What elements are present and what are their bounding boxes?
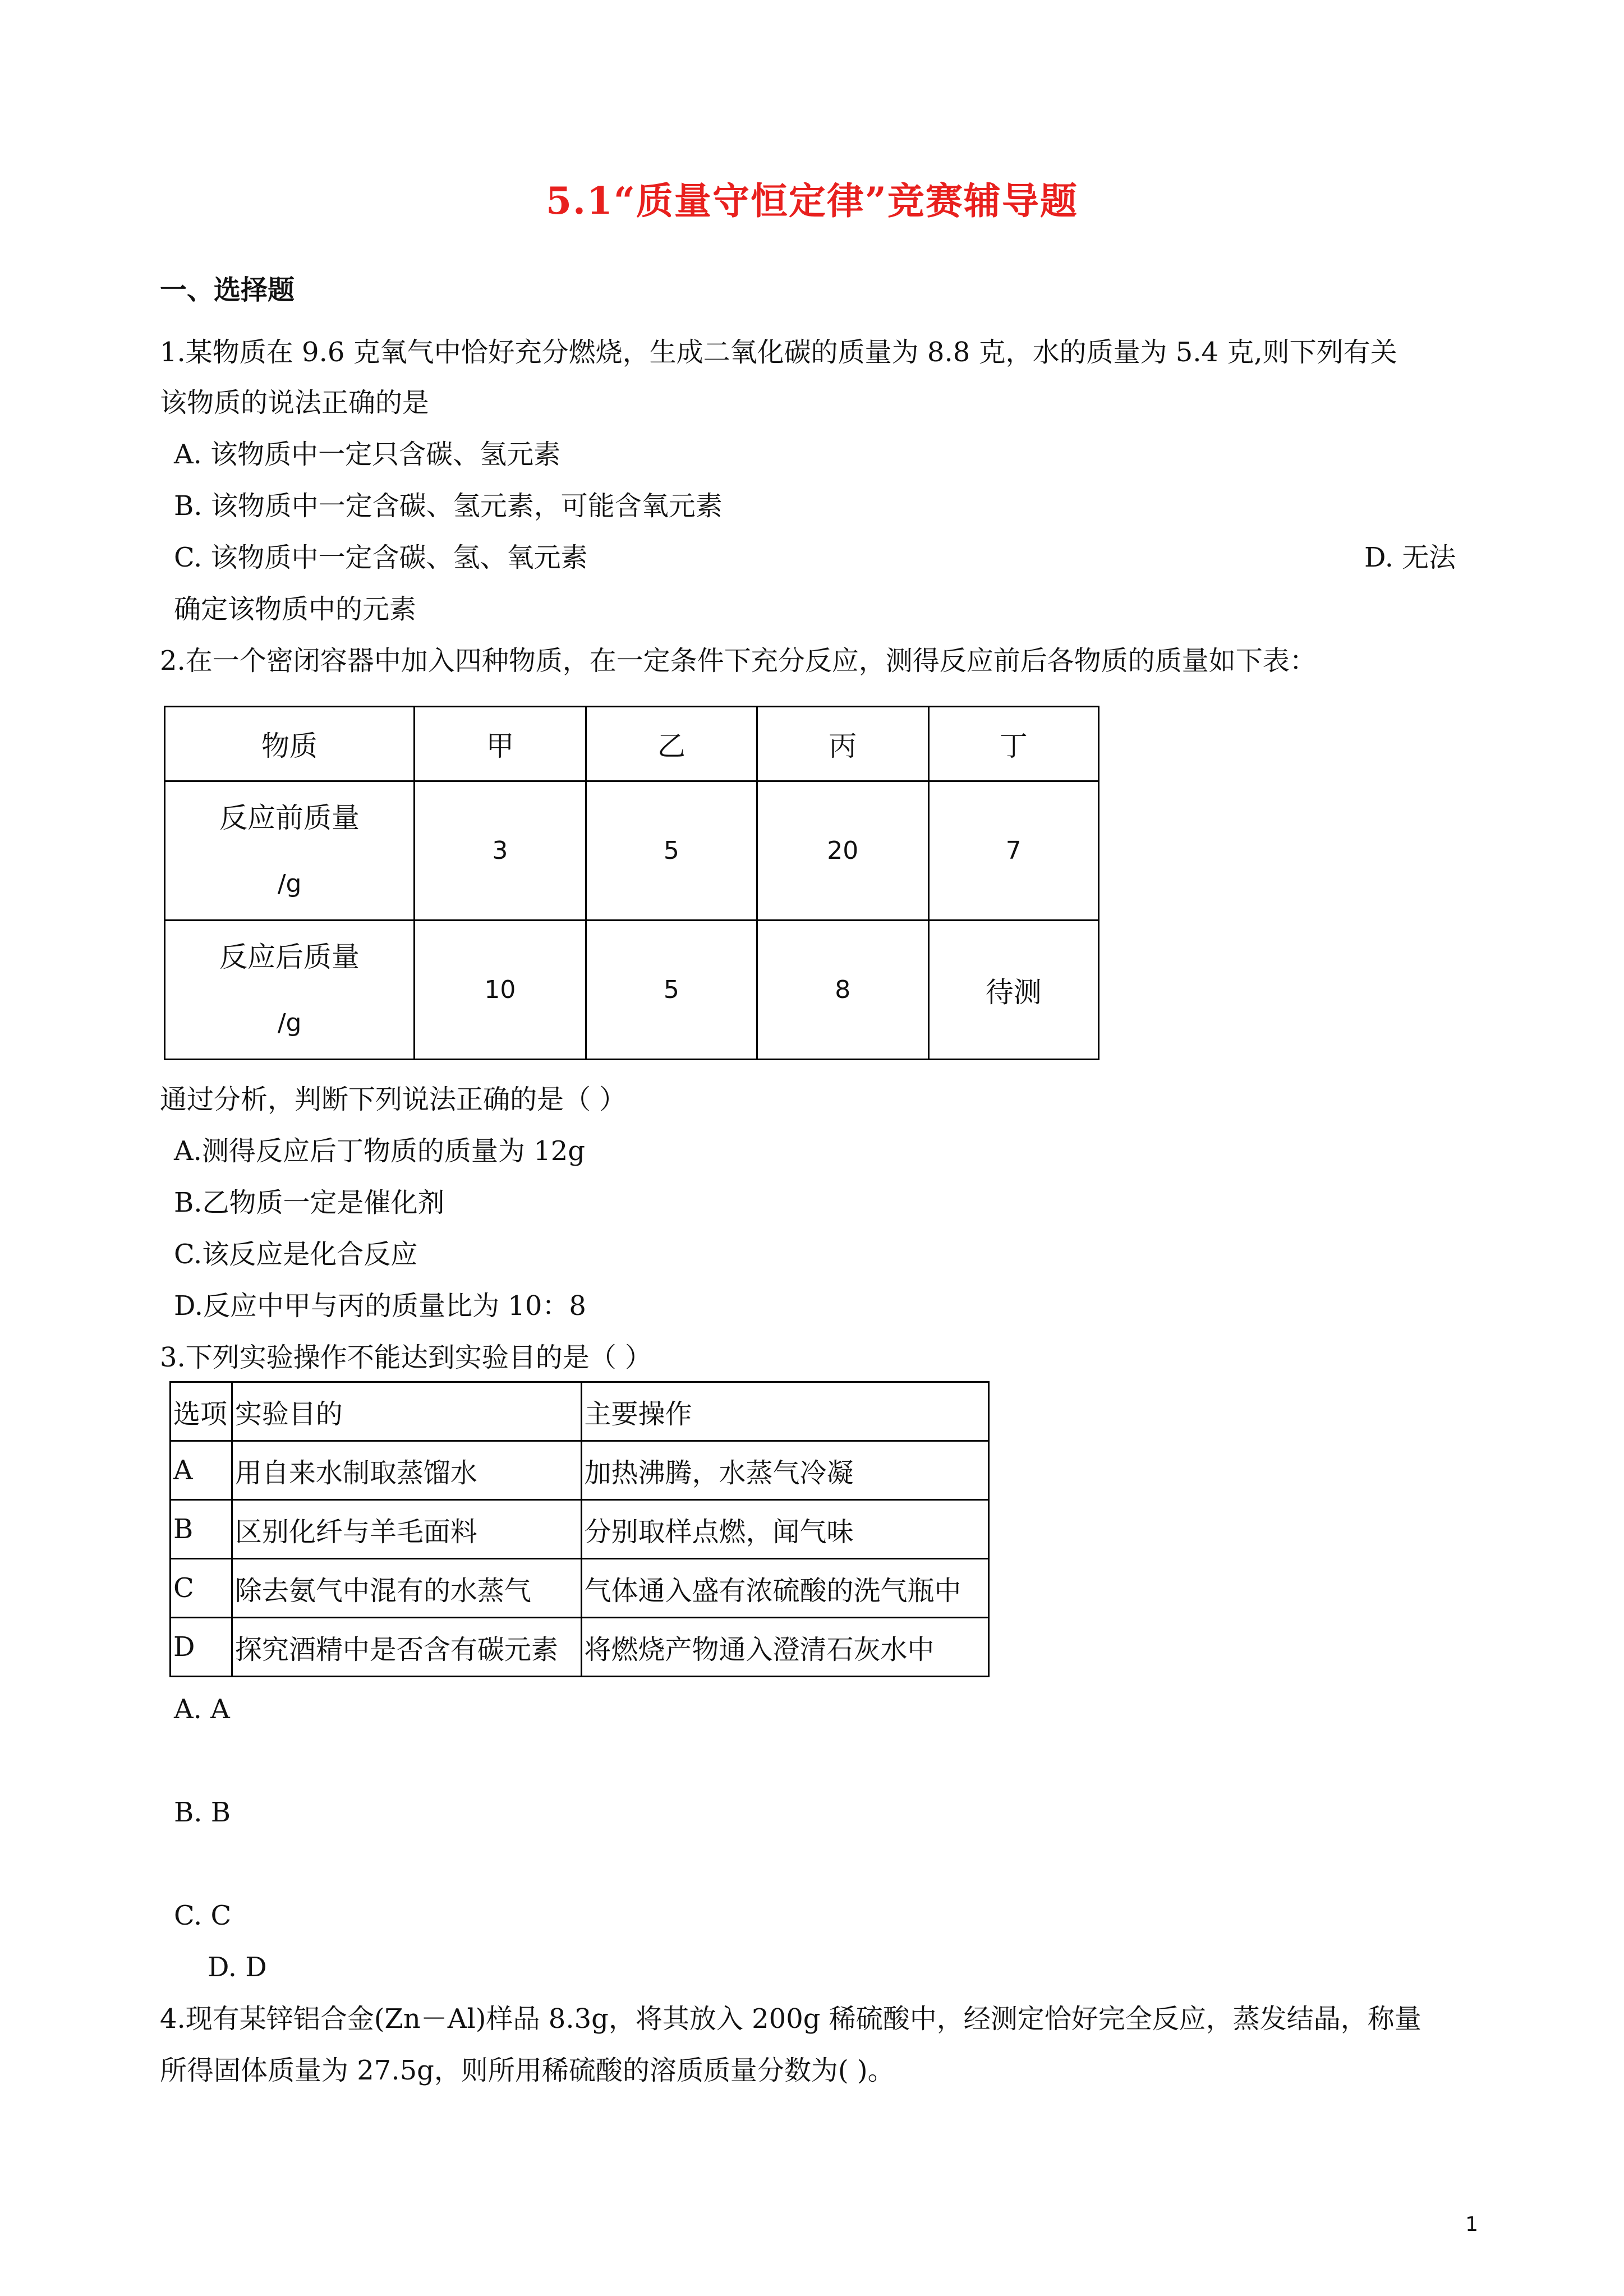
table-cell: B (171, 1500, 232, 1559)
table-header-cell: 主要操作 (581, 1382, 989, 1441)
experiment-table (169, 1381, 990, 1677)
q1-option-b: B. 该物质中一定含碳、氢元素，可能含氧元素 (174, 490, 723, 522)
mass-table (164, 706, 1099, 1060)
q2-option-d: D.反应中甲与丙的质量比为 10：8 (174, 1290, 586, 1322)
page-title: 5.1“质量守恒定律”竞赛辅导题 (546, 179, 1078, 223)
q3-option-d: D. D (208, 1952, 267, 1983)
table-row (171, 1500, 989, 1559)
table-cell: 5 (586, 921, 757, 1060)
table-row (171, 1559, 989, 1618)
q4-stem-line2: 所得固体质量为 27.5g，则所用稀硫酸的溶质质量分数为( )。 (160, 2055, 895, 2086)
page-number: 1 (1465, 2213, 1478, 2236)
q3-stem: 3.下列实验操作不能达到实验目的是（ ） (160, 1342, 652, 1373)
table-cell: 10 (415, 921, 586, 1060)
q1-stem-line2: 该物质的说法正确的是 (160, 387, 430, 418)
table-header-cell: 甲 (415, 707, 586, 781)
q3-option-c: C. C (174, 1900, 232, 1931)
q2-option-c: C.该反应是化合反应 (174, 1239, 418, 1270)
q2-stem: 2.在一个密闭容器中加入四种物质，在一定条件下充分反应，测得反应前后各物质的质量如下表： (160, 645, 1317, 677)
q1-option-d-continued: 确定该物质中的元素 (174, 593, 417, 625)
row-label-after (165, 921, 415, 1060)
row-label-text: 反应后质量 (219, 940, 360, 973)
table-header-cell: 丙 (757, 707, 928, 781)
table-cell: 7 (928, 781, 1099, 921)
q2-option-b: B.乙物质一定是催化剂 (174, 1187, 445, 1218)
table-cell: 3 (415, 781, 586, 921)
table-cell: A (171, 1441, 232, 1500)
table-cell: 待测 (928, 921, 1099, 1060)
q1-stem-line1: 1.某物质在 9.6 克氧气中恰好充分燃烧，生成二氧化碳的质量为 8.8 克，水的质量为 5.4 克,则下列有关 (160, 337, 1397, 368)
row-label-before (165, 781, 415, 921)
row-label-unit: /g (277, 1008, 302, 1037)
table-header-cell: 选项 (171, 1382, 232, 1441)
table-cell: C (171, 1559, 232, 1618)
table-cell: 分别取样点燃，闻气味 (581, 1500, 989, 1559)
table-cell: 气体通入盛有浓硫酸的洗气瓶中 (581, 1559, 989, 1618)
table-cell: D (171, 1618, 232, 1677)
q1-option-d: D. 无法 (1364, 542, 1456, 573)
table-header-row (171, 1382, 989, 1441)
table-row (165, 781, 1099, 921)
q2-option-a: A.测得反应后丁物质的质量为 12g (174, 1135, 585, 1167)
q4-stem-line1: 4.现有某锌铝合金(Zn－Al)样品 8.3g，将其放入 200g 稀硫酸中，经测定恰好完全反应，蒸发结晶，称量 (160, 2003, 1421, 2035)
table-row (165, 921, 1099, 1060)
table-header-row (165, 707, 1099, 781)
table-header-cell: 乙 (586, 707, 757, 781)
table-cell: 加热沸腾，水蒸气冷凝 (581, 1441, 989, 1500)
table-header-cell: 实验目的 (232, 1382, 581, 1441)
table-row (171, 1618, 989, 1677)
table-row (171, 1441, 989, 1500)
q3-option-b: B. B (174, 1797, 231, 1828)
table-cell: 5 (586, 781, 757, 921)
table-cell: 20 (757, 781, 928, 921)
q1-option-a: A. 该物质中一定只含碳、氢元素 (174, 439, 561, 470)
table-cell: 将燃烧产物通入澄清石灰水中 (581, 1618, 989, 1677)
table-cell: 区别化纤与羊毛面料 (232, 1500, 581, 1559)
table-header-cell: 物质 (165, 707, 415, 781)
row-label-text: 反应前质量 (219, 801, 360, 834)
section-heading: 一、选择题 (160, 274, 295, 306)
q2-ask: 通过分析，判断下列说法正确的是（ ） (160, 1084, 627, 1115)
q1-option-c: C. 该物质中一定含碳、氢、氧元素 (174, 542, 588, 573)
q3-option-a: A. A (174, 1694, 230, 1725)
table-cell: 探究酒精中是否含有碳元素 (232, 1618, 581, 1677)
table-cell: 8 (757, 921, 928, 1060)
table-cell: 除去氨气中混有的水蒸气 (232, 1559, 581, 1618)
row-label-unit: /g (277, 869, 302, 898)
table-header-cell: 丁 (928, 707, 1099, 781)
table-cell: 用自来水制取蒸馏水 (232, 1441, 581, 1500)
